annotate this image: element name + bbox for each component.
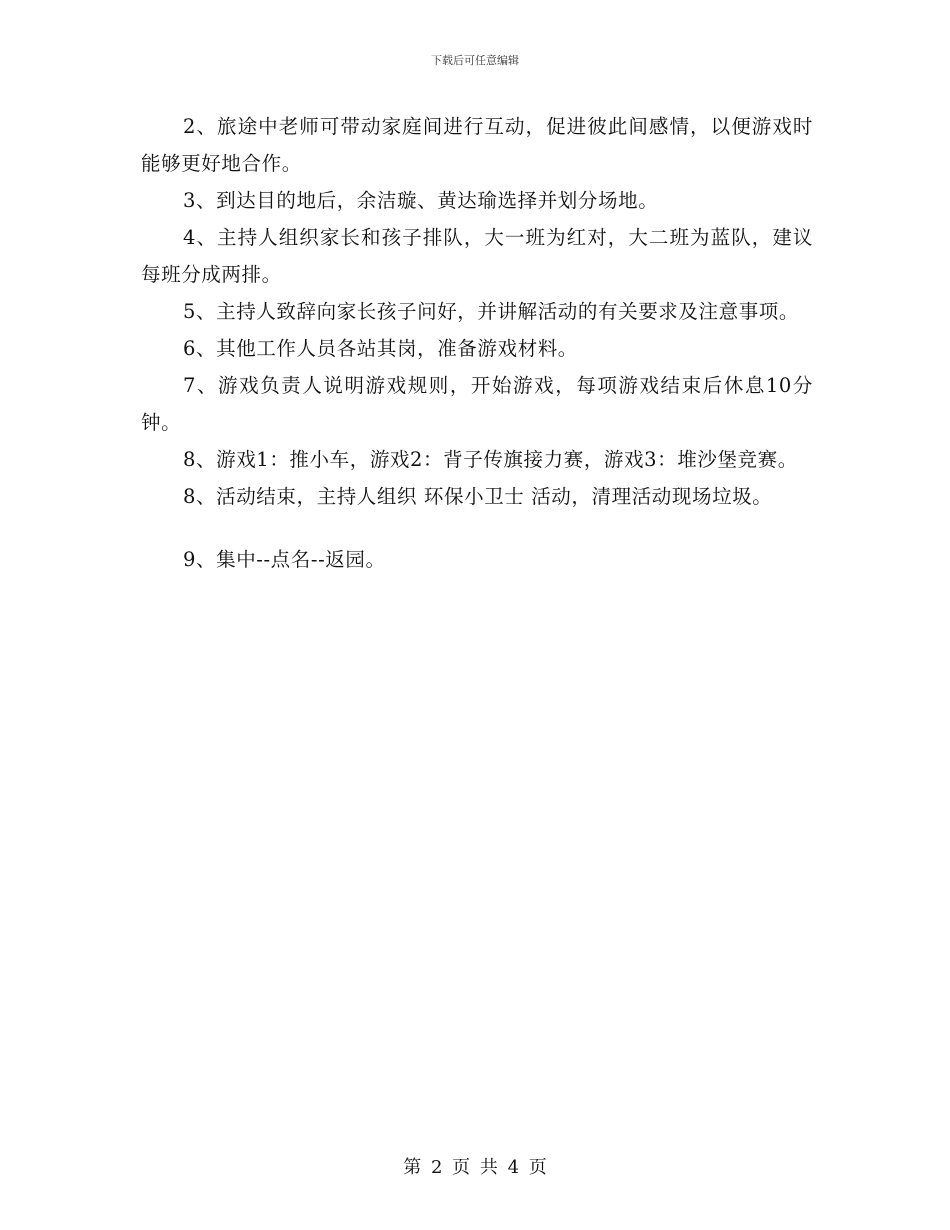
- paragraph-8-end: 8、活动结束，主持人组织 环保小卫士 活动，清理活动现场垃圾。: [183, 485, 773, 508]
- page-header: 下载后可任意编辑: [431, 54, 519, 67]
- paragraph-6: 6、其他工作人员各站其岗，准备游戏材料。: [183, 337, 578, 360]
- paragraph-8-games: 8、游戏1：推小车，游戏2：背子传旗接力赛，游戏3：堆沙堡竞赛。: [183, 448, 798, 471]
- page-number: 第 2 页 共 4 页: [403, 1157, 547, 1178]
- paragraph-9: 9、集中--点名--返园。: [183, 548, 386, 571]
- paragraph-3: 3、到达目的地后，余洁璇、黄达瑜选择并划分场地。: [183, 189, 659, 212]
- paragraph-2: 2、旅途中老师可带动家庭间进行互动，促进彼此间感情，以便游戏时能够更好地合作。: [141, 115, 813, 175]
- paragraph-5: 5、主持人致辞向家长孩子问好，并讲解活动的有关要求及注意事项。: [183, 300, 800, 323]
- document-body: [141, 108, 813, 578]
- paragraph-7: 7、游戏负责人说明游戏规则，开始游戏，每项游戏结束后休息10分钟。: [141, 374, 813, 434]
- paragraph-4: 4、主持人组织家长和孩子排队，大一班为红对，大二班为蓝队，建议每班分成两排。: [141, 226, 813, 286]
